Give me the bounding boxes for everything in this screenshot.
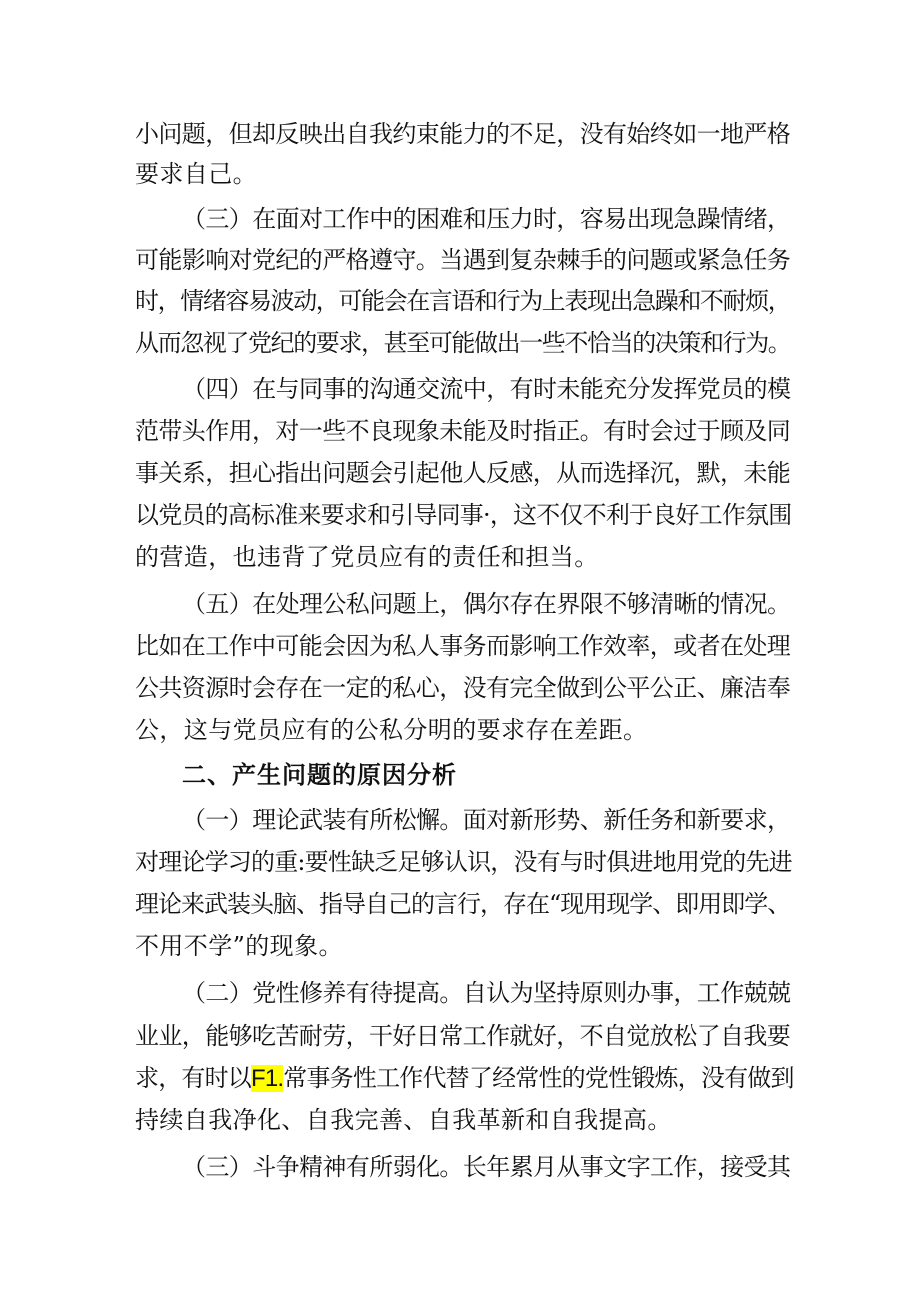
paragraph-line: （四）在与同事的沟通交流中，有时未能充分发挥党员的模 [182,375,791,403]
paragraph-line: 从而忽视了党纪的要求，甚至可能做出一些不恰当的决策和行为。 [135,329,791,357]
line-text-before: 求，有时以 [135,1064,251,1092]
paragraph-line: （三）斗争精神有所弱化。长年累月从事文字工作，接受其 [182,1153,791,1181]
section-heading: 二、产生问题的原因分析 [182,761,457,789]
paragraph-line: 事关系，担心指出问题会引起他人反感，从而选择沉，默，未能 [135,459,791,487]
paragraph-line: （一）理论武装有所松懈。面对新形势、新任务和新要求， [182,806,791,834]
paragraph-line: 持续自我净化、自我完善、自我革新和自我提高。 [135,1106,672,1134]
paragraph-line: 时，情绪容易波动，可能会在言语和行为上表现出急躁和不耐烦， [135,287,791,315]
paragraph-line: 公共资源时会存在一定的私心，没有完全做到公平公正、廉洁奉 [135,674,791,702]
paragraph-line: 的营造，也违背了党员应有的责任和担当。 [135,543,599,571]
paragraph-line: 公，这与党员应有的公私分明的要求存在差距。 [135,716,648,744]
paragraph-line: 要求自己。 [135,160,257,188]
paragraph-line-highlighted [135,1060,795,1096]
paragraph-line: 范带头作用，对一些不良现象未能及时指正。有时会过于顾及同 [135,417,791,445]
paragraph-line: 不用不学”的现象。 [135,932,343,960]
paragraph-line: （二）党性修养有待提高。自认为坚持原则办事，工作兢兢 [182,979,791,1007]
paragraph-line: （三）在面对工作中的困难和压力时，容易出现急躁情绪， [182,205,791,233]
paragraph-line: 理论来武装头脑、指导自己的言行，存在“现用现学、即用即学、 [135,890,791,918]
paragraph-line: 以党员的高标准来要求和引导同事·，这不仅不利于良好工作氛围 [135,501,792,529]
paragraph-line: 小问题，但却反映出自我约束能力的不足，没有始终如一地严格 [135,120,791,148]
highlighted-text: F1. [251,1065,284,1092]
paragraph-line: 对理论学习的重:要性缺乏足够认识，没有与时俱进地用党的先进 [135,848,792,876]
line-text-after: 常事务性工作代替了经常性的党性锻炼，没有做到 [283,1064,794,1092]
paragraph-line: （五）在处理公私问题上，偶尔存在界限不够清晰的情况。 [182,590,791,618]
paragraph-line: 业业，能够吃苦耐劳，干好日常工作就好，不自觉放松了自我要 [135,1022,791,1050]
paragraph-line: 比如在工作中可能会因为私人事务而影响工作效率，或者在处理 [135,632,791,660]
paragraph-line: 可能影响对党纪的严格遵守。当遇到复杂棘手的问题或紧急任务 [135,246,791,274]
